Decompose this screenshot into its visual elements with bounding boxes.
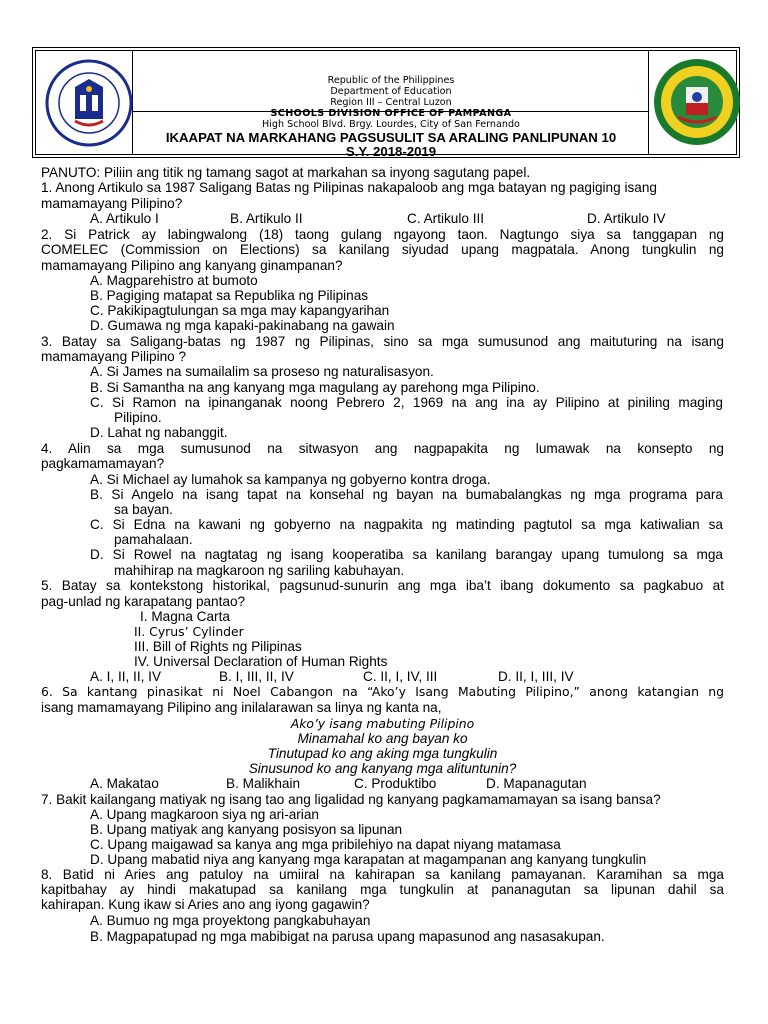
q6-text-line1: 6. Sa kantang pinasikat ni Noel Cabangon na “Ako’y Isang Mabuting Pilipino,” anong katangian ng bbox=[41, 684, 724, 699]
q2-option-c[interactable]: C. Pakikipagtulungan sa mga may kapangyarihan bbox=[90, 303, 390, 318]
q1-option-b[interactable]: B. Artikulo II bbox=[230, 211, 303, 226]
header-division: SCHOOLS DIVISION OFFICE OF PAMPANGA bbox=[270, 108, 512, 119]
q7-option-b[interactable]: B. Upang matiyak ang kanyang posisyon sa lipunan bbox=[90, 822, 403, 837]
deped-seal-left bbox=[45, 59, 133, 147]
q3-option-c-line2: Pilipino. bbox=[114, 410, 162, 425]
exam-title: IKAAPAT NA MARKAHANG PAGSUSULIT SA ARALING PANLIPUNAN 10 bbox=[165, 130, 617, 145]
q1-text-line1: 1. Anong Artikulo sa 1987 Saligang Batas ng Pilipinas nakapaloob ang mga batayan ng pagiging isang bbox=[41, 180, 657, 195]
q5-text-line1: 5. Batay sa kontekstong historikal, pagsunud-sunurin ang mga iba’t ibang dokumento sa pagkabuo at bbox=[41, 578, 724, 593]
q4-text-line2: pagkamamamayan? bbox=[41, 456, 165, 471]
q6-text-line2: isang mamamayang Pilipino ang inilalarawan sa linya ng kanta na, bbox=[41, 700, 442, 715]
q2-option-a[interactable]: A. Magparehistro at bumoto bbox=[90, 273, 258, 288]
q8-text-line3: kahirapan. Kung ikaw si Aries ano ang iyong gagawin? bbox=[41, 897, 370, 912]
q4-option-b-line2: sa bayan. bbox=[114, 502, 173, 517]
q8-option-a[interactable]: A. Bumuo ng mga proyektong pangkabuhayan bbox=[90, 913, 371, 928]
q4-text-line1: 4. Alin sa mga sumusunod na sitwasyon ang nagpapakita ng lumawak na konsepto ng bbox=[41, 441, 724, 456]
q7-option-c[interactable]: C. Upang maigawad sa kanya ang mga pribilehiyo na dapat niyang matamasa bbox=[90, 837, 561, 852]
q4-option-d-line2: mahihirap na magkaroon ng sariling kabuhayan. bbox=[114, 563, 405, 578]
q2-option-d[interactable]: D. Gumawa ng mga kapaki-pakinabang na gawain bbox=[90, 318, 395, 333]
q3-text-line1: 3. Batay sa Saligang-batas ng 1987 ng Pilipinas, sino sa mga sumusunod ang maituturing na isang bbox=[41, 334, 724, 349]
q3-option-c-line1[interactable]: C. Si Ramon na ipinanganak noong Pebrero 2, 1969 na ang ina ay Pilipino at piniling maging bbox=[90, 395, 723, 410]
q1-option-c[interactable]: C. Artikulo III bbox=[407, 211, 485, 226]
header-department: Department of Education bbox=[330, 86, 452, 97]
q2-option-b[interactable]: B. Pagiging matapat sa Republika ng Pilipinas bbox=[90, 288, 369, 303]
panuto-instructions: PANUTO: Piliin ang titik ng tamang sagot at markahan sa inyong sagutang papel. bbox=[41, 165, 531, 180]
q2-text-line2: COMELEC (Commission on Elections) sa kanilang siyudad upang magpatala. Anong tungkulin ng bbox=[41, 242, 724, 257]
q1-option-a[interactable]: A. Artikulo I bbox=[90, 211, 159, 226]
q6-lyric-2: Minamahal ko ang bayan ko bbox=[297, 731, 468, 746]
q5-item-2: II. Cyrus’ Cylinder bbox=[134, 624, 244, 639]
q7-text-line1: 7. Bakit kailangang matiyak ng isang tao ang ligalidad ng kanyang pagkamamamayan sa isang bansa? bbox=[41, 792, 661, 807]
header-address: High School Blvd. Brgy. Lourdes, City of San Fernando bbox=[262, 119, 520, 130]
q5-option-c[interactable]: C. II, I, IV, III bbox=[363, 669, 438, 684]
q1-option-d[interactable]: D. Artikulo IV bbox=[587, 211, 666, 226]
q1-text-line2: mamamayang Pilipino? bbox=[41, 196, 183, 211]
q5-option-a[interactable]: A. I, II, II, IV bbox=[90, 669, 162, 684]
school-year: S.Y. 2018-2019 bbox=[345, 144, 437, 159]
q8-text-line1: 8. Batid ni Aries ang patuloy na umiiral na kahirapan sa kanilang pamayanan. Karamihan sa mga bbox=[41, 867, 724, 882]
q8-text-line2: kapitbahay ay hindi makatupad sa kanilang mga tungkulin at pananagutan sa lipunan dahil sa bbox=[41, 882, 724, 897]
header-box bbox=[32, 47, 740, 158]
q6-option-d[interactable]: D. Mapanagutan bbox=[486, 776, 587, 791]
q2-text-line3: mamamayang Pilipino ang kanyang ginampanan? bbox=[41, 258, 343, 273]
q7-option-a[interactable]: A. Upang magkaroon siya ng ari-arian bbox=[90, 807, 319, 822]
header-divider-right bbox=[648, 51, 649, 154]
q4-option-a[interactable]: A. Si Michael ay lumahok sa kampanya ng gobyerno kontra droga. bbox=[90, 472, 491, 487]
q4-option-c-line2: pamahalaan. bbox=[114, 532, 193, 547]
q6-lyric-1: Ako’y isang mabuting Pilipino bbox=[290, 716, 475, 731]
q3-option-a[interactable]: A. Si James na sumailalim sa proseso ng naturalisasyon. bbox=[90, 364, 434, 379]
header-region: Region III – Central Luzon bbox=[330, 97, 452, 108]
division-seal-right bbox=[652, 57, 742, 147]
q4-option-b-line1[interactable]: B. Si Angelo na isang tapat na konsehal ng bayan na bumabalangkas ng mga programa para bbox=[90, 487, 723, 502]
q5-item-4: IV. Universal Declaration of Human Rights bbox=[134, 654, 388, 669]
q5-option-d[interactable]: D. II, I, III, IV bbox=[498, 669, 574, 684]
q6-option-b[interactable]: B. Malikhain bbox=[226, 776, 301, 791]
q6-lyric-4: Sinusunod ko ang kanyang mga alituntunin? bbox=[248, 761, 517, 776]
q5-item-3: III. Bill of Rights ng Pilipinas bbox=[134, 639, 302, 654]
q4-option-c-line1[interactable]: C. Si Edna na kawani ng gobyerno na nagpakita ng matinding pagtutol sa mga katiwalian sa bbox=[90, 517, 723, 532]
q6-lyric-3: Tinutupad ko ang aking mga tungkulin bbox=[267, 746, 498, 761]
q3-text-line2: mamamayang Pilipino ? bbox=[41, 349, 187, 364]
q5-text-line2: pag-unlad ng karapatang pantao? bbox=[41, 594, 246, 609]
q4-option-d-line1[interactable]: D. Si Rowel na nagtatag ng isang kooperatiba sa kanilang barangay upang tumulong sa mga bbox=[90, 547, 723, 562]
q7-option-d[interactable]: D. Upang mabatid niya ang kanyang mga karapatan at magampanan ang kanyang tungkulin bbox=[90, 852, 647, 867]
header-inner-border bbox=[35, 50, 737, 159]
header-republic: Republic of the Philippines bbox=[327, 75, 455, 86]
q3-option-d[interactable]: D. Lahat ng nabanggit. bbox=[90, 425, 228, 440]
q6-option-a[interactable]: A. Makatao bbox=[90, 776, 159, 791]
q8-option-b[interactable]: B. Magpapatupad ng mga mabibigat na parusa upang mapasunod ang nasasakupan. bbox=[90, 929, 605, 944]
q3-option-b[interactable]: B. Si Samantha na ang kanyang mga magulang ay parehong mga Pilipino. bbox=[90, 380, 540, 395]
q2-text-line1: 2. Si Patrick ay labingwalong (18) taong gulang ngayong taon. Nagtungo siya sa tanggapan ng bbox=[41, 227, 724, 242]
q5-option-b[interactable]: B. I, III, II, IV bbox=[219, 669, 294, 684]
q6-option-c[interactable]: C. Produktibo bbox=[354, 776, 437, 791]
q5-item-1: I. Magna Carta bbox=[140, 609, 230, 624]
